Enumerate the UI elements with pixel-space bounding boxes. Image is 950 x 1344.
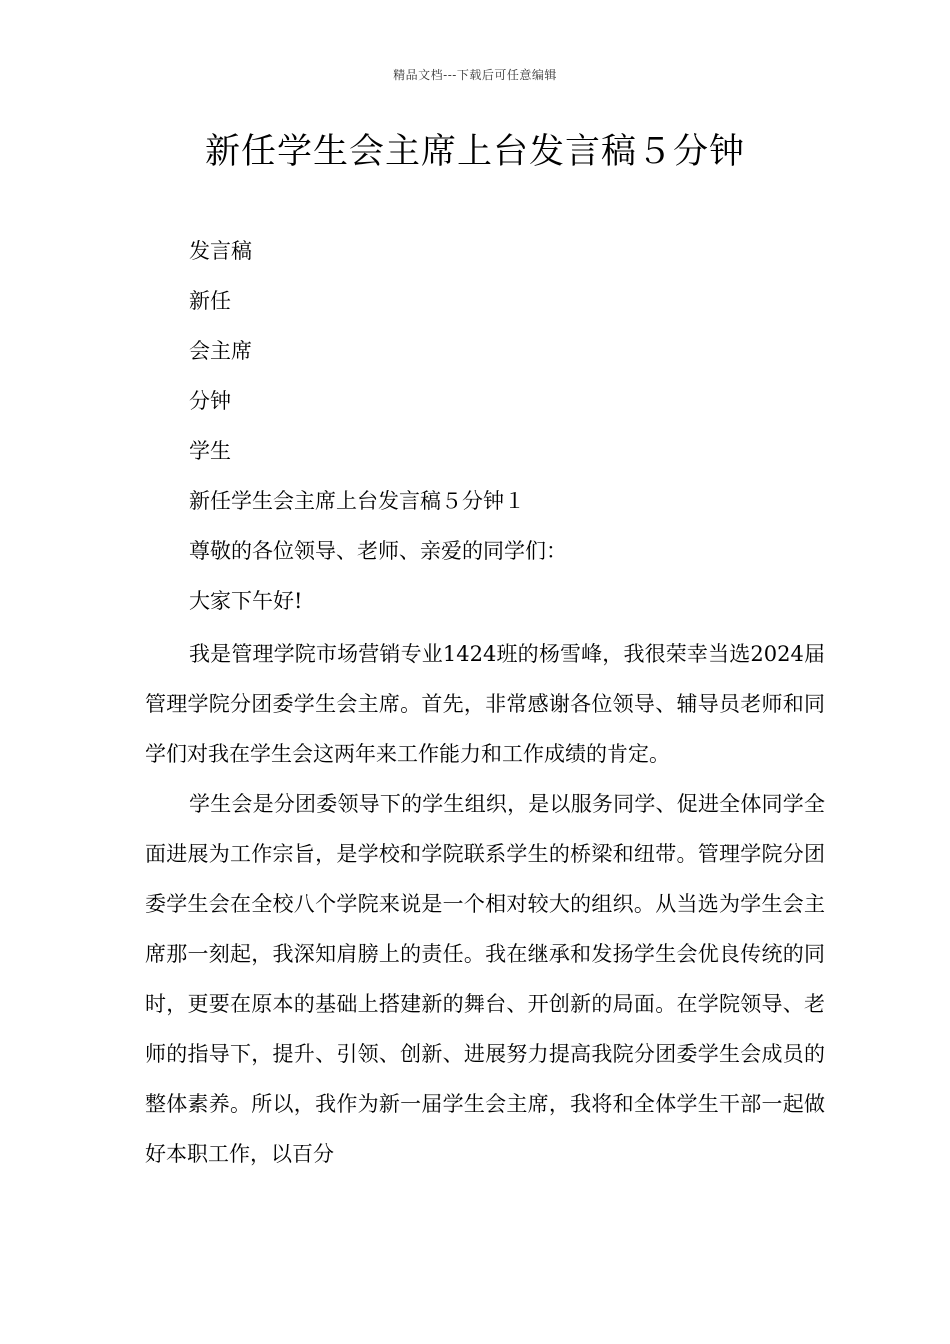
body-paragraph: 学生会是分团委领导下的学生组织，是以服务同学、促进全体同学全面进展为工作宗旨，是学校和学院联系学生的桥梁和纽带。管理学院分团委学生会在全校八个学院来说是一个相对较大的组织。从当选为学生会主席那一刻起，我深知肩膀上的责任。我在继承和发扬学生会优良传统的同时，更要在原本的基础上搭建新的舞台、开创新的局面。在学院领导、老师的指导下，提升、引领、创新、进展努力提高我院分团委学生会成员的整体素养。所以，我作为新一届学生会主席，我将和全体学生干部一起做好本职工作，以百分 <box>145 792 825 1166</box>
document-subtitle: 新任学生会主席上台发言稿５分钟１ <box>189 489 525 513</box>
document-title: 新任学生会主席上台发言稿５分钟 <box>204 132 745 172</box>
keyword-item: 分钟 <box>189 389 231 413</box>
keyword-list <box>189 230 567 630</box>
keyword-item: 学生 <box>189 439 231 463</box>
keyword-item: 发言稿 <box>189 239 252 263</box>
body-paragraph: 我是管理学院市场营销专业1424班的杨雪峰，我很荣幸当选2024届管理学院分团委学生会主席。首先，非常感谢各位领导、辅导员老师和同学们对我在学生会这两年来工作能力和工作成绩的肯定。 <box>145 642 825 766</box>
header-note: 精品文档---下载后可任意编辑 <box>393 68 557 82</box>
keyword-item: 会主席 <box>189 339 252 363</box>
salutation: 尊敬的各位领导、老师、亲爱的同学们： <box>189 539 567 563</box>
body-text <box>145 629 825 1179</box>
keyword-item: 新任 <box>189 289 231 313</box>
greeting: 大家下午好! <box>189 589 303 613</box>
